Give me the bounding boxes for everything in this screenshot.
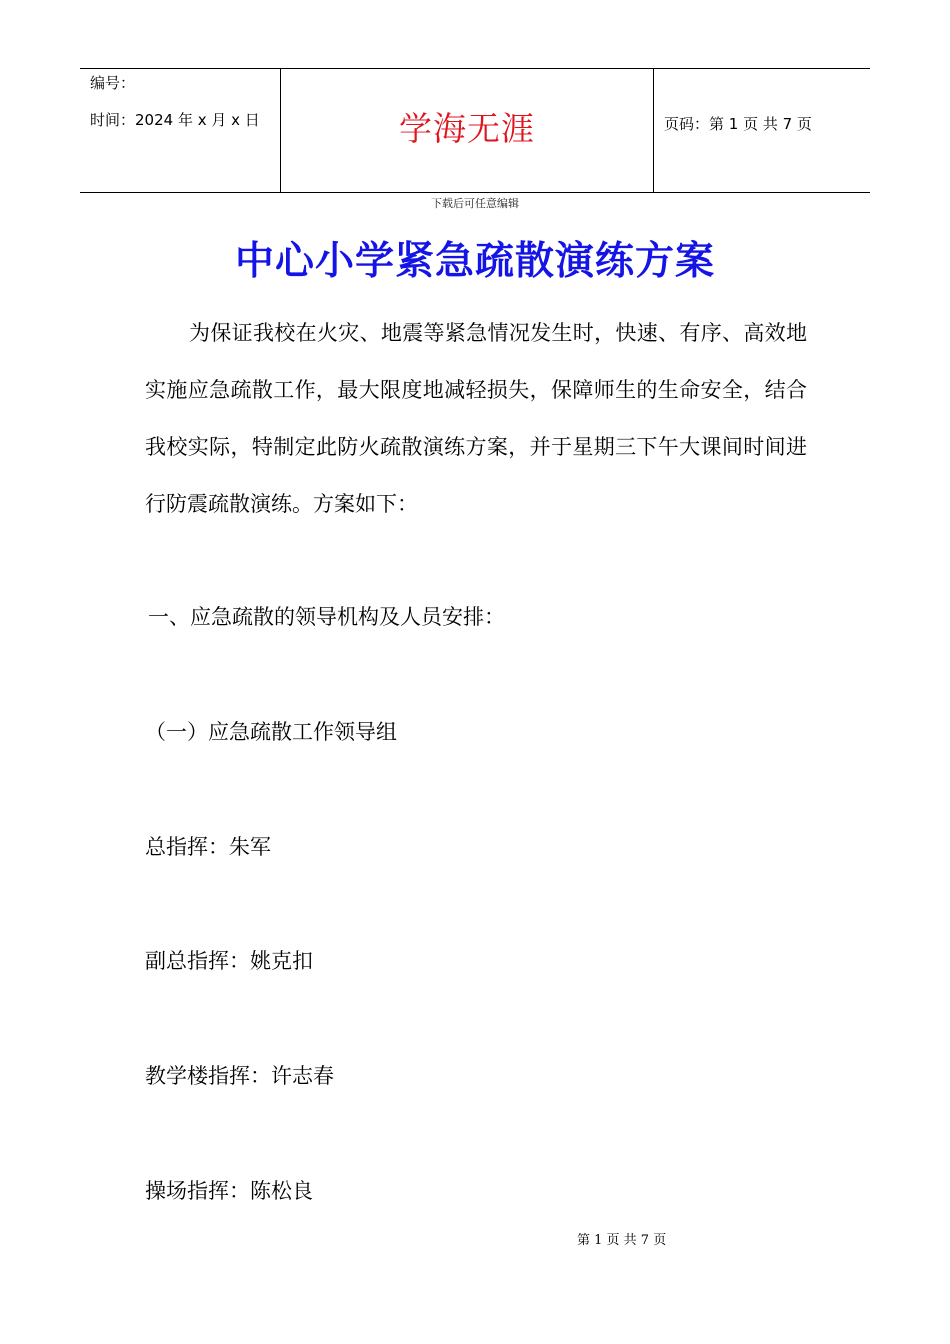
document-time-label: 时间：2024 年 x 月 x 日 <box>90 111 260 129</box>
page-footer: 第 1 页 共 7 页 <box>577 1233 667 1248</box>
document-title: 中心小学紧急疏散演练方案 <box>234 238 715 284</box>
document-number-label: 编号： <box>90 74 136 92</box>
role-line: 教学楼指挥：许志春 <box>145 1064 334 1088</box>
role-line: 总指挥：朱军 <box>145 835 271 859</box>
brand-title: 学海无涯 <box>399 109 535 148</box>
section-heading: 一、应急疏散的领导机构及人员安排： <box>148 605 505 629</box>
editable-note: 下载后可任意编辑 <box>431 197 519 210</box>
header-middle-cell <box>281 69 654 192</box>
subsection-heading: （一）应急疏散工作领导组 <box>145 720 397 744</box>
header-right-cell <box>654 69 870 192</box>
header-page-info: 页码：第 1 页 共 7 页 <box>664 115 812 133</box>
document-header-table <box>80 68 870 193</box>
role-line: 副总指挥：姚克扣 <box>145 949 313 973</box>
role-line: 操场指挥：陈松良 <box>145 1179 313 1203</box>
header-left-cell <box>80 69 281 192</box>
intro-paragraph: 为保证我校在火灾、地震等紧急情况发生时，快速、有序、高效地实施应急疏散工作，最大限度地减轻损失，保障师生的生命安全，结合我校实际，特制定此防火疏散演练方案，并于星期三下午大课间时间进行防震疏散演练。方案如下： <box>145 321 807 516</box>
